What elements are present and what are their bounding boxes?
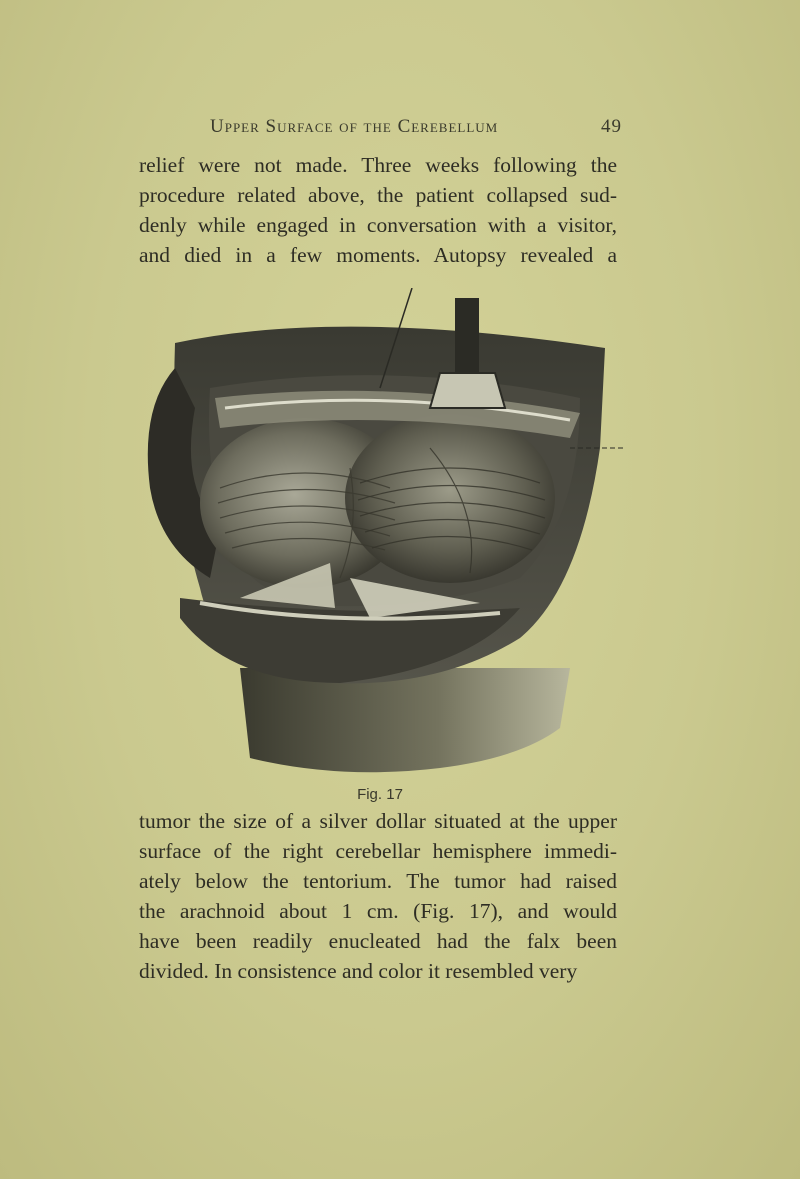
text-line: and died in a few moments. Autopsy revealed a <box>139 243 617 267</box>
text-line: divided. In consistence and color it resembled very <box>139 959 578 983</box>
anatomical-illustration-icon <box>140 288 630 780</box>
figure-17-illustration <box>140 288 630 780</box>
text-line: denly while engaged in conversation with a visitor, <box>139 213 617 237</box>
text-line: relief were not made. Three weeks following the <box>139 153 617 177</box>
page-number: 49 <box>601 116 622 137</box>
text-line: tumor the size of a silver dollar situated at the upper <box>139 809 617 833</box>
text-line: procedure related above, the patient collapsed sud- <box>139 183 617 207</box>
text-line: surface of the right cerebellar hemisphere immedi- <box>139 839 617 863</box>
paragraph-bottom <box>139 806 617 986</box>
running-head <box>210 116 622 140</box>
text-line: the arachnoid about 1 cm. (Fig. 17), and would <box>139 899 617 923</box>
text-line: ately below the tentorium. The tumor had raised <box>139 869 617 893</box>
paragraph-top <box>139 150 617 270</box>
text-line: have been readily enucleated had the falx been <box>139 929 617 953</box>
figure-caption: Fig. 17 <box>357 786 403 803</box>
running-head-title: Upper Surface of the Cerebellum <box>210 116 499 137</box>
